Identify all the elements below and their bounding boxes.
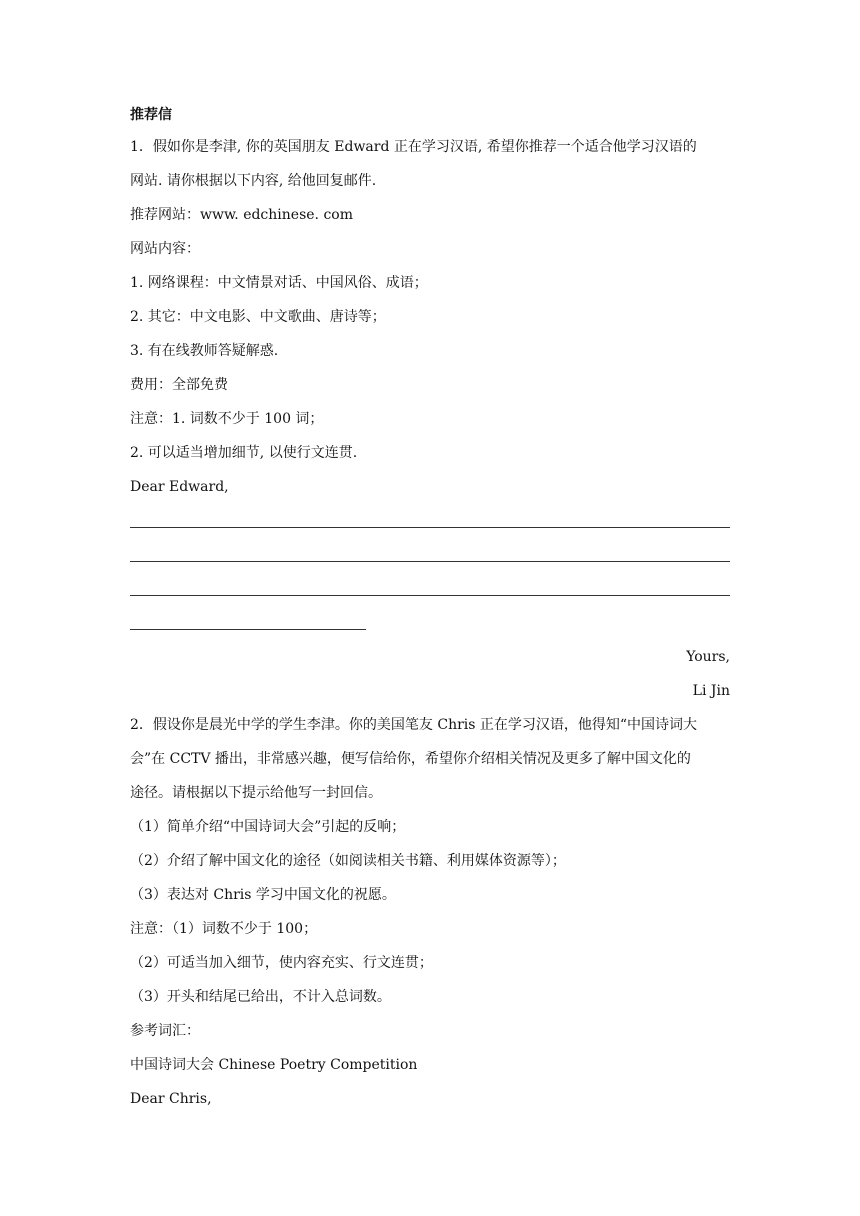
- q2-vocab: 中国诗词大会 Chinese Poetry Competition: [130, 1057, 418, 1073]
- q2-prompt-line-2: 会”在 CCTV 播出，非常感兴趣，便写信给你，希望你介绍相关情况及更多了解中国文化的: [130, 751, 691, 767]
- answer-rule: [130, 595, 730, 596]
- q1-item-1: 1. 网络课程：中文情景对话、中国风俗、成语；: [130, 275, 428, 291]
- q1-website: 推荐网站：www. edchinese. com: [130, 207, 353, 223]
- document-content: [130, 100, 730, 1116]
- q1-note-1: 注意：1. 词数不少于 100 词；: [130, 411, 324, 427]
- q1-content-label: 网站内容：: [130, 241, 200, 257]
- q2-hint-3: （3）表达对 Chris 学习中国文化的祝愿。: [130, 887, 396, 903]
- q2-note-3: （3）开头和结尾已给出，不计入总词数。: [130, 989, 391, 1005]
- q2-vocab-label: 参考词汇：: [130, 1023, 200, 1039]
- answer-line[interactable]: [130, 504, 730, 538]
- q1-fee: 费用：全部免费: [130, 377, 228, 393]
- answer-rule: [130, 527, 730, 528]
- q2-prompt-line-3: 途径。请根据以下提示给他写一封回信。: [130, 785, 382, 801]
- q1-greeting: Dear Edward,: [130, 479, 229, 495]
- q2-hint-1: （1）简单介绍“中国诗词大会”引起的反响；: [130, 819, 406, 835]
- answer-line[interactable]: [130, 538, 730, 572]
- q1-item-2: 2. 其它：中文电影、中文歌曲、唐诗等；: [130, 309, 386, 325]
- q2-note-1: 注意：（1）词数不少于 100；: [130, 921, 318, 937]
- answer-line[interactable]: [130, 572, 730, 606]
- q2-hint-2: （2）介绍了解中国文化的途径（如阅读相关书籍、利用媒体资源等）；: [130, 853, 566, 869]
- answer-rule: [130, 629, 366, 630]
- q1-note-2: 2. 可以适当增加细节, 以使行文连贯.: [130, 445, 358, 461]
- answer-rule: [130, 561, 730, 562]
- q1-item-3: 3. 有在线教师答疑解惑.: [130, 343, 279, 359]
- q2-prompt-line-1: 2．假设你是晨光中学的学生李津。你的美国笔友 Chris 正在学习汉语，他得知“中国诗词大: [130, 717, 698, 733]
- q2-note-2: （2）可适当加入细节，使内容充实、行文连贯；: [130, 955, 433, 971]
- document-title: 推荐信: [130, 107, 172, 123]
- q1-closing: Yours,: [686, 649, 730, 665]
- q1-prompt-line-1: 1．假如你是李津, 你的英国朋友 Edward 正在学习汉语, 希望你推荐一个适合他学习汉语的: [130, 139, 697, 155]
- answer-line-short[interactable]: [130, 606, 730, 640]
- q2-greeting: Dear Chris,: [130, 1091, 212, 1107]
- q1-prompt-line-2: 网站. 请你根据以下内容, 给他回复邮件.: [130, 173, 377, 189]
- q1-signature: Li Jin: [692, 683, 730, 699]
